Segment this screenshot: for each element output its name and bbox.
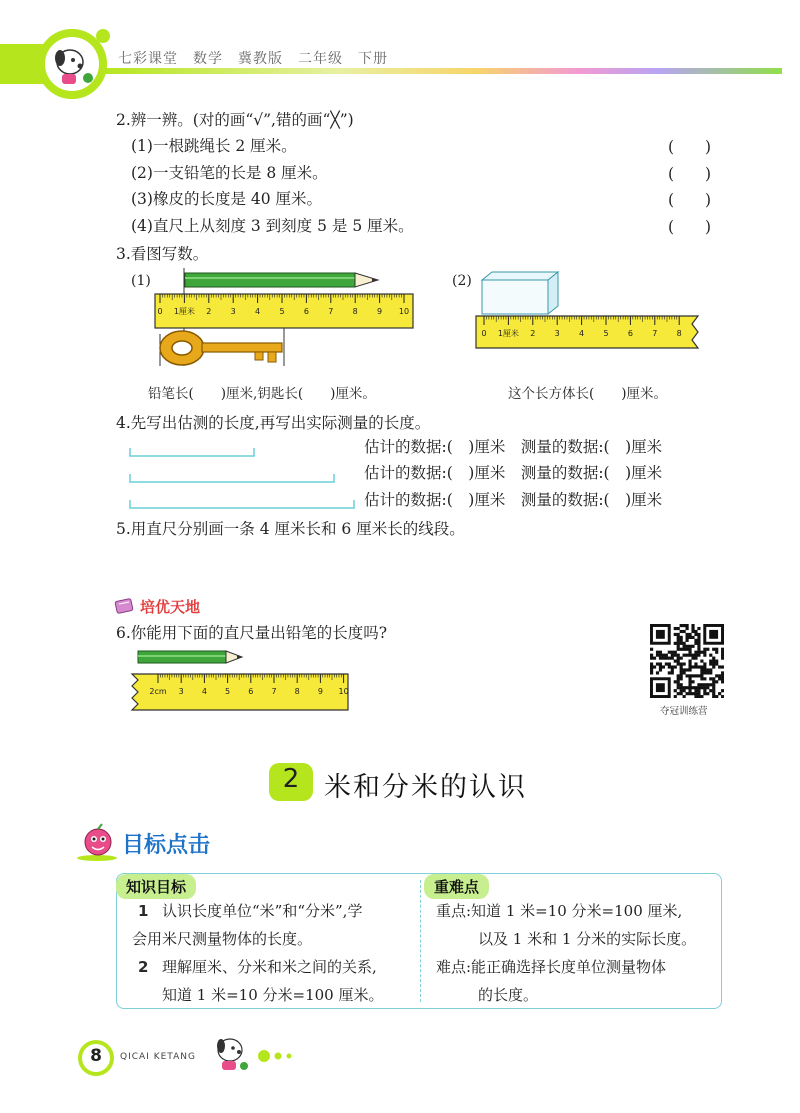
q3-label-2: (2) bbox=[452, 273, 472, 289]
q2-item-4: (4)直尺上从刻度 3 到刻度 5 是 5 厘米。 bbox=[131, 217, 414, 235]
q3-caption-2: 这个长方体长( )厘米。 bbox=[508, 386, 668, 402]
ruler-1-tick-label: 6 bbox=[303, 307, 309, 316]
ruler-2-tick-label: 3 bbox=[554, 329, 560, 338]
ruler-3-tick-label: 3 bbox=[178, 687, 184, 696]
qr-code-icon[interactable] bbox=[650, 624, 724, 698]
ruler-3-tick-label: 2cm bbox=[149, 687, 167, 696]
q2-item-1: (1)一根跳绳长 2 厘米。 bbox=[131, 137, 297, 155]
q2-answer-3[interactable]: ( ) bbox=[668, 191, 712, 209]
q2-title: 2.辨一辨。(对的画“√”,错的画“╳”) bbox=[116, 111, 354, 129]
page-number: 8 bbox=[90, 1046, 102, 1066]
key-points-title: 重难点 bbox=[424, 874, 489, 899]
key-point-line-1: 重点:知道 1 米=10 分米=100 厘米, bbox=[436, 902, 683, 920]
goal-1-line-1: 认识长度单位“米”和“分米”,学 bbox=[162, 902, 363, 920]
goal-number-1: 1 bbox=[138, 902, 149, 920]
key-point-line-2: 以及 1 米和 1 分米的实际长度。 bbox=[478, 930, 697, 948]
ruler-1-tick-label: 8 bbox=[352, 307, 358, 316]
q2-answer-1[interactable]: ( ) bbox=[668, 138, 712, 156]
ruler-1-tick-label: 3 bbox=[230, 307, 236, 316]
q3-caption-1: 铅笔长( )厘米,钥匙长( )厘米。 bbox=[148, 386, 376, 402]
footer-mascot-icon bbox=[204, 1030, 304, 1074]
enrich-icon bbox=[114, 596, 136, 616]
ruler-figure-3 bbox=[128, 646, 354, 716]
ruler-1-tick-label: 0 bbox=[157, 307, 163, 316]
ruler-3-tick-label: 4 bbox=[201, 687, 207, 696]
pencil-icon bbox=[185, 273, 378, 287]
ruler-2-tick-label: 7 bbox=[652, 329, 658, 338]
segment-1 bbox=[130, 448, 254, 456]
section-title: 米和分米的认识 bbox=[324, 772, 527, 803]
knowledge-goal-title: 知识目标 bbox=[116, 874, 196, 899]
ruler-2-tick-label: 0 bbox=[481, 329, 487, 338]
q2-item-2: (2)一支铅笔的长是 8 厘米。 bbox=[131, 164, 328, 182]
difficult-point-line-1: 难点:能正确选择长度单位测量物体 bbox=[436, 958, 667, 976]
q4-title: 4.先写出估测的长度,再写出实际测量的长度。 bbox=[116, 414, 431, 432]
q3-label-1: (1) bbox=[131, 273, 151, 289]
q2-answer-4[interactable]: ( ) bbox=[668, 218, 712, 236]
segment-3 bbox=[130, 500, 354, 508]
ruler-2 bbox=[476, 316, 698, 348]
q4-segments bbox=[126, 440, 356, 512]
ruler-3-tick-label: 8 bbox=[294, 687, 300, 696]
ruler-3-tick-label: 7 bbox=[271, 687, 277, 696]
ruler-3-tick-label: 5 bbox=[225, 687, 231, 696]
ruler-2-tick-label: 1厘米 bbox=[497, 329, 519, 338]
header-title: 七彩课堂 数学 冀教版 二年级 下册 bbox=[118, 51, 388, 67]
ruler-3-tick-label: 10 bbox=[338, 687, 349, 696]
segment-2 bbox=[130, 474, 334, 482]
ruler-figure-2 bbox=[470, 266, 710, 358]
section-number: 2 bbox=[282, 764, 300, 794]
q4-row-3[interactable]: 估计的数据:( )厘米 测量的数据:( )厘米 bbox=[364, 491, 663, 509]
ruler-1 bbox=[155, 294, 413, 328]
ruler-1-tick-label: 5 bbox=[279, 307, 285, 316]
ruler-1-tick-label: 2 bbox=[206, 307, 212, 316]
ruler-2-tick-label: 5 bbox=[603, 329, 609, 338]
ruler-1-tick-label: 1厘米 bbox=[173, 307, 195, 316]
ruler-1-tick-label: 10 bbox=[398, 307, 410, 316]
goals-divider bbox=[420, 880, 421, 1002]
q4-row-1[interactable]: 估计的数据:( )厘米 测量的数据:( )厘米 bbox=[364, 438, 663, 456]
q4-row-2[interactable]: 估计的数据:( )厘米 测量的数据:( )厘米 bbox=[364, 464, 663, 482]
goal-2-line-2: 知道 1 米=10 分米=100 厘米。 bbox=[162, 986, 384, 1004]
pencil-icon bbox=[138, 651, 242, 663]
goals-title: 目标点击 bbox=[122, 833, 211, 858]
ruler-2-tick-label: 2 bbox=[530, 329, 536, 338]
ruler-1-tick-label: 9 bbox=[377, 307, 383, 316]
cuboid-icon bbox=[482, 272, 558, 314]
footer-brand: QICAI KETANG bbox=[120, 1052, 196, 1062]
key-icon bbox=[160, 328, 284, 366]
ruler-3-tick-label: 9 bbox=[317, 687, 323, 696]
ruler-2-tick-label: 4 bbox=[579, 329, 585, 338]
q2-answer-2[interactable]: ( ) bbox=[668, 165, 712, 183]
ruler-1-tick-label: 7 bbox=[328, 307, 334, 316]
q2-item-3: (3)橡皮的长度是 40 厘米。 bbox=[131, 190, 323, 208]
ruler-3-tick-label: 6 bbox=[248, 687, 254, 696]
goal-number-2: 2 bbox=[138, 958, 149, 976]
enrich-label: 培优天地 bbox=[140, 598, 201, 616]
goal-2-line-1: 理解厘米、分米和米之间的关系, bbox=[162, 958, 377, 976]
ruler-figure-1 bbox=[150, 266, 420, 378]
q3-title: 3.看图写数。 bbox=[116, 245, 209, 263]
ruler-1-tick-label: 4 bbox=[255, 307, 261, 316]
goal-1-line-2: 会用米尺测量物体的长度。 bbox=[132, 930, 313, 948]
ruler-2-tick-label: 8 bbox=[676, 329, 682, 338]
ruler-2-tick-label: 6 bbox=[627, 329, 633, 338]
qr-caption: 夺冠训练营 bbox=[660, 706, 708, 717]
ruler-3 bbox=[132, 674, 349, 710]
q6-title: 6.你能用下面的直尺量出铅笔的长度吗? bbox=[116, 624, 388, 642]
q5-title: 5.用直尺分别画一条 4 厘米长和 6 厘米长的线段。 bbox=[116, 520, 465, 538]
target-mascot-icon bbox=[74, 822, 120, 862]
difficult-point-line-2: 的长度。 bbox=[478, 986, 539, 1004]
